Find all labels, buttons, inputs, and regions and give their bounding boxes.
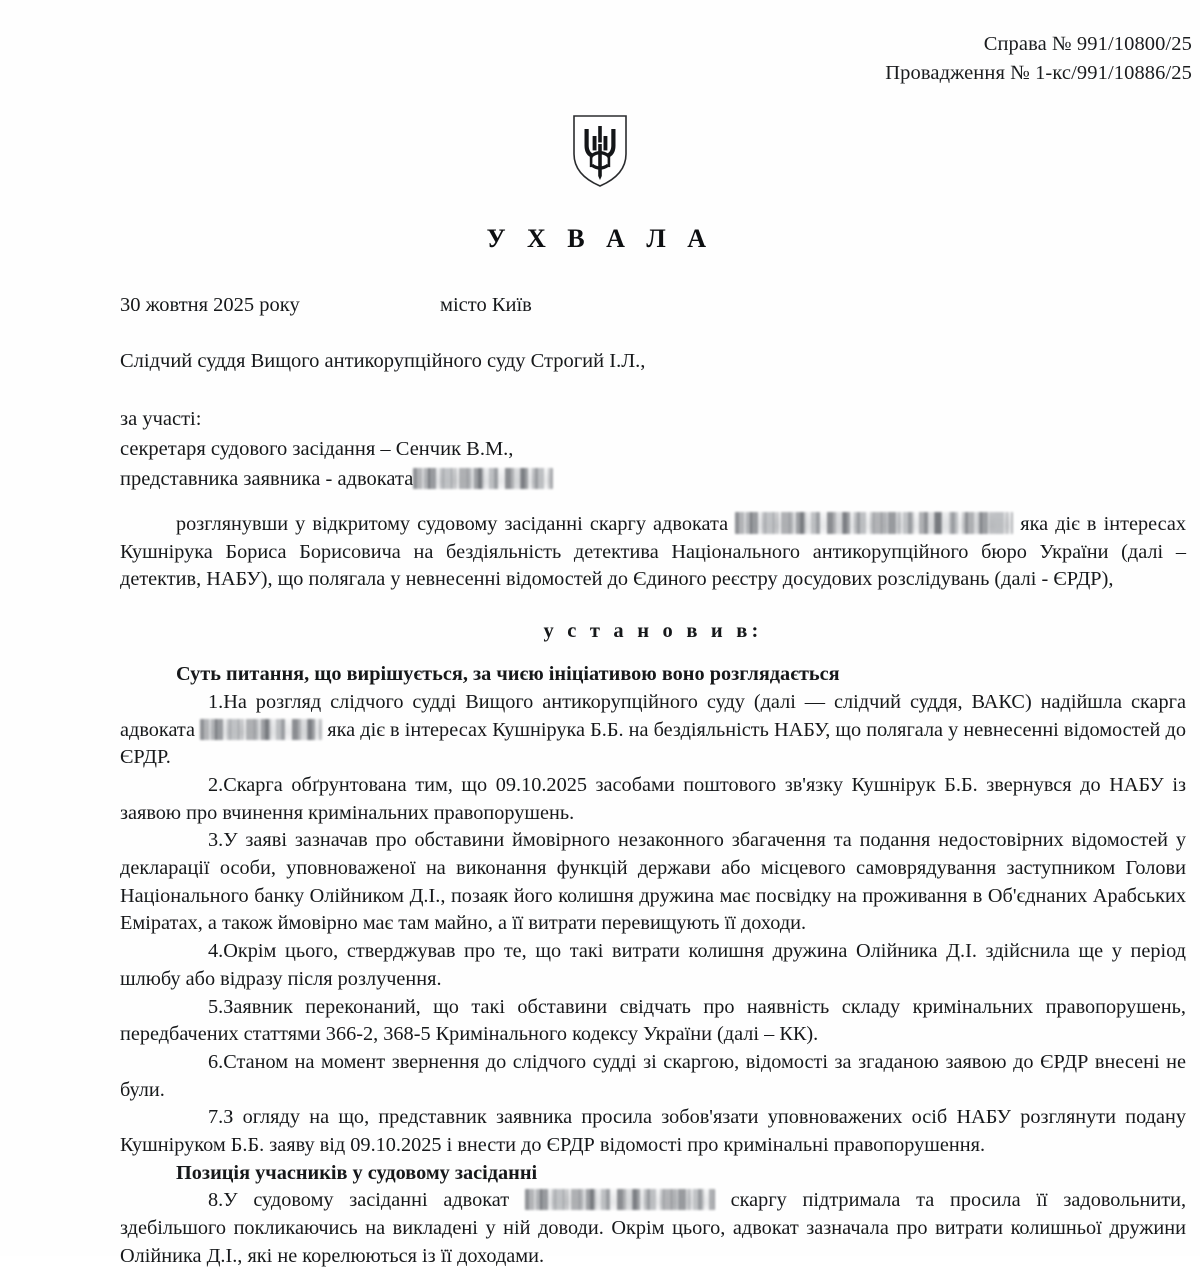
date-city-row [0, 294, 1200, 317]
participant-secretary: секретаря судового засідання – Сенчик В.М., [120, 438, 514, 461]
item-number: 2. [208, 773, 224, 796]
document-body [0, 511, 1200, 1271]
section-heading-subject: Суть питання, що вирішується, за чиєю ініціативою воно розглядається [176, 663, 840, 686]
item-text-before: У судовому засіданні адвокат [223, 1189, 510, 1212]
list-item [120, 772, 1186, 827]
list-item [120, 1104, 1186, 1159]
item-number: 8. [208, 1189, 224, 1212]
emblem-container [0, 114, 1200, 188]
list-item [120, 1187, 1186, 1270]
item-text: З огляду на що, представник заявника просила зобов'язати уповноважених осіб НАБУ розглянути подану Кушніруком Б.Б. заяву від 09.10.2025 і внести до ЄРДР відомості про кримінальні правопорушення. [120, 1106, 1186, 1157]
redaction-bar-preamble [735, 512, 1013, 534]
item-text-before: На розгляд слідчого судді Вищого антикорупційного суду (далі — слідчий суддя, ВАКС) надійшла скарга адвоката [120, 690, 1186, 741]
participant-representative-label: представника заявника - адвоката [120, 468, 414, 491]
item-number: 5. [208, 995, 224, 1018]
item-text: Заявник переконаний, що такі обставини свідчать про наявність складу кримінальних правопорушень, передбачених статтями 366-2, 368-5 Кримінального кодексу України (далі – КК). [120, 995, 1186, 1046]
document-city: місто Київ [440, 294, 532, 317]
list-item [120, 994, 1186, 1049]
item-number: 7. [208, 1106, 224, 1129]
item-text: Окрім цього, стверджував про те, що такі витрати колишня дружина Олійника Д.І. здійснила ще у період шлюбу або відразу після розлучення. [120, 940, 1186, 990]
list-item [120, 689, 1186, 772]
ukraine-coat-of-arms-icon [572, 114, 628, 188]
item-text-after: яка діє в інтересах Кушнірука Б.Б. на бездіяльність НАБУ, що полягала у невнесенні відомостей до ЄРДР. [120, 718, 1186, 769]
item-text-after: скаргу підтримала та просила її задовольнити, здебільшого покликаючись на викладені у ній доводи. Окрім цього, адвокат зазначала про витрати колишньої дружини Олійника Д.І., які не корелюються із її доходами. [120, 1189, 1187, 1267]
established-heading: у с т а н о в и в: [543, 620, 763, 643]
item-number: 1. [208, 690, 224, 713]
list-item [120, 938, 1186, 993]
item-text: Скарга обґрунтована тим, що 09.10.2025 засобами поштового зв'язку Кушнірук Б.Б. звернувся до НАБУ із заявою про вчинення кримінальних правопорушень. [120, 773, 1186, 824]
redaction-bar-item8 [525, 1189, 715, 1210]
preamble-paragraph [120, 511, 1186, 594]
participants-intro: за участі: [120, 408, 202, 431]
item-number: 6. [208, 1050, 224, 1073]
proceeding-number: Провадження № 1-кс/991/10886/25 [885, 62, 1192, 85]
item-text: У заяві зазначав про обставини ймовірного незаконного збагачення та подання недостовірних відомостей у декларації особи, уповноваженої на виконання функцій держави або місцевого самоврядування заступником Голови Національного банку Олійником Д.І., позаяк його колишня дружина має посвідку на проживання в Об'єднаних Арабських Еміратах, а також ймовірно має там майно, а її витрати перевищують її доходи. [120, 829, 1186, 935]
redaction-bar-representative [413, 468, 553, 489]
section-heading-positions: Позиція учасників у судовому засіданні [176, 1161, 538, 1184]
judge-line: Слідчий суддя Вищого антикорупційного суду Строгий І.Л., [120, 350, 646, 373]
list-item [120, 827, 1186, 938]
item-number: 3. [208, 829, 224, 852]
preamble-text-before: розглянувши у відкритому судовому засіданні скаргу адвоката [176, 512, 729, 535]
participant-representative [120, 465, 1200, 495]
document-date: 30 жовтня 2025 року [120, 294, 300, 317]
item-text: Станом на момент звернення до слідчого судді зі скаргою, відомості за згаданою заявою до ЄРДР внесені не були. [120, 1050, 1186, 1101]
case-number: Справа № 991/10800/25 [983, 33, 1192, 55]
item-number: 4. [208, 940, 224, 963]
participants-block [0, 405, 1200, 495]
redaction-bar-item1 [200, 719, 322, 740]
document-title: У Х В А Л А [486, 224, 714, 254]
preamble-text-after: яка діє в інтересах Кушнірука Бориса Борисовича на бездіяльність детектива Національного антикорупційного бюро України (далі – детектив, НАБУ), що полягала у невнесенні відомостей до Єдиного реєстру досудових розслідувань (далі - ЄРДР), [120, 512, 1186, 591]
list-item [120, 1049, 1186, 1104]
case-header [0, 0, 1200, 88]
